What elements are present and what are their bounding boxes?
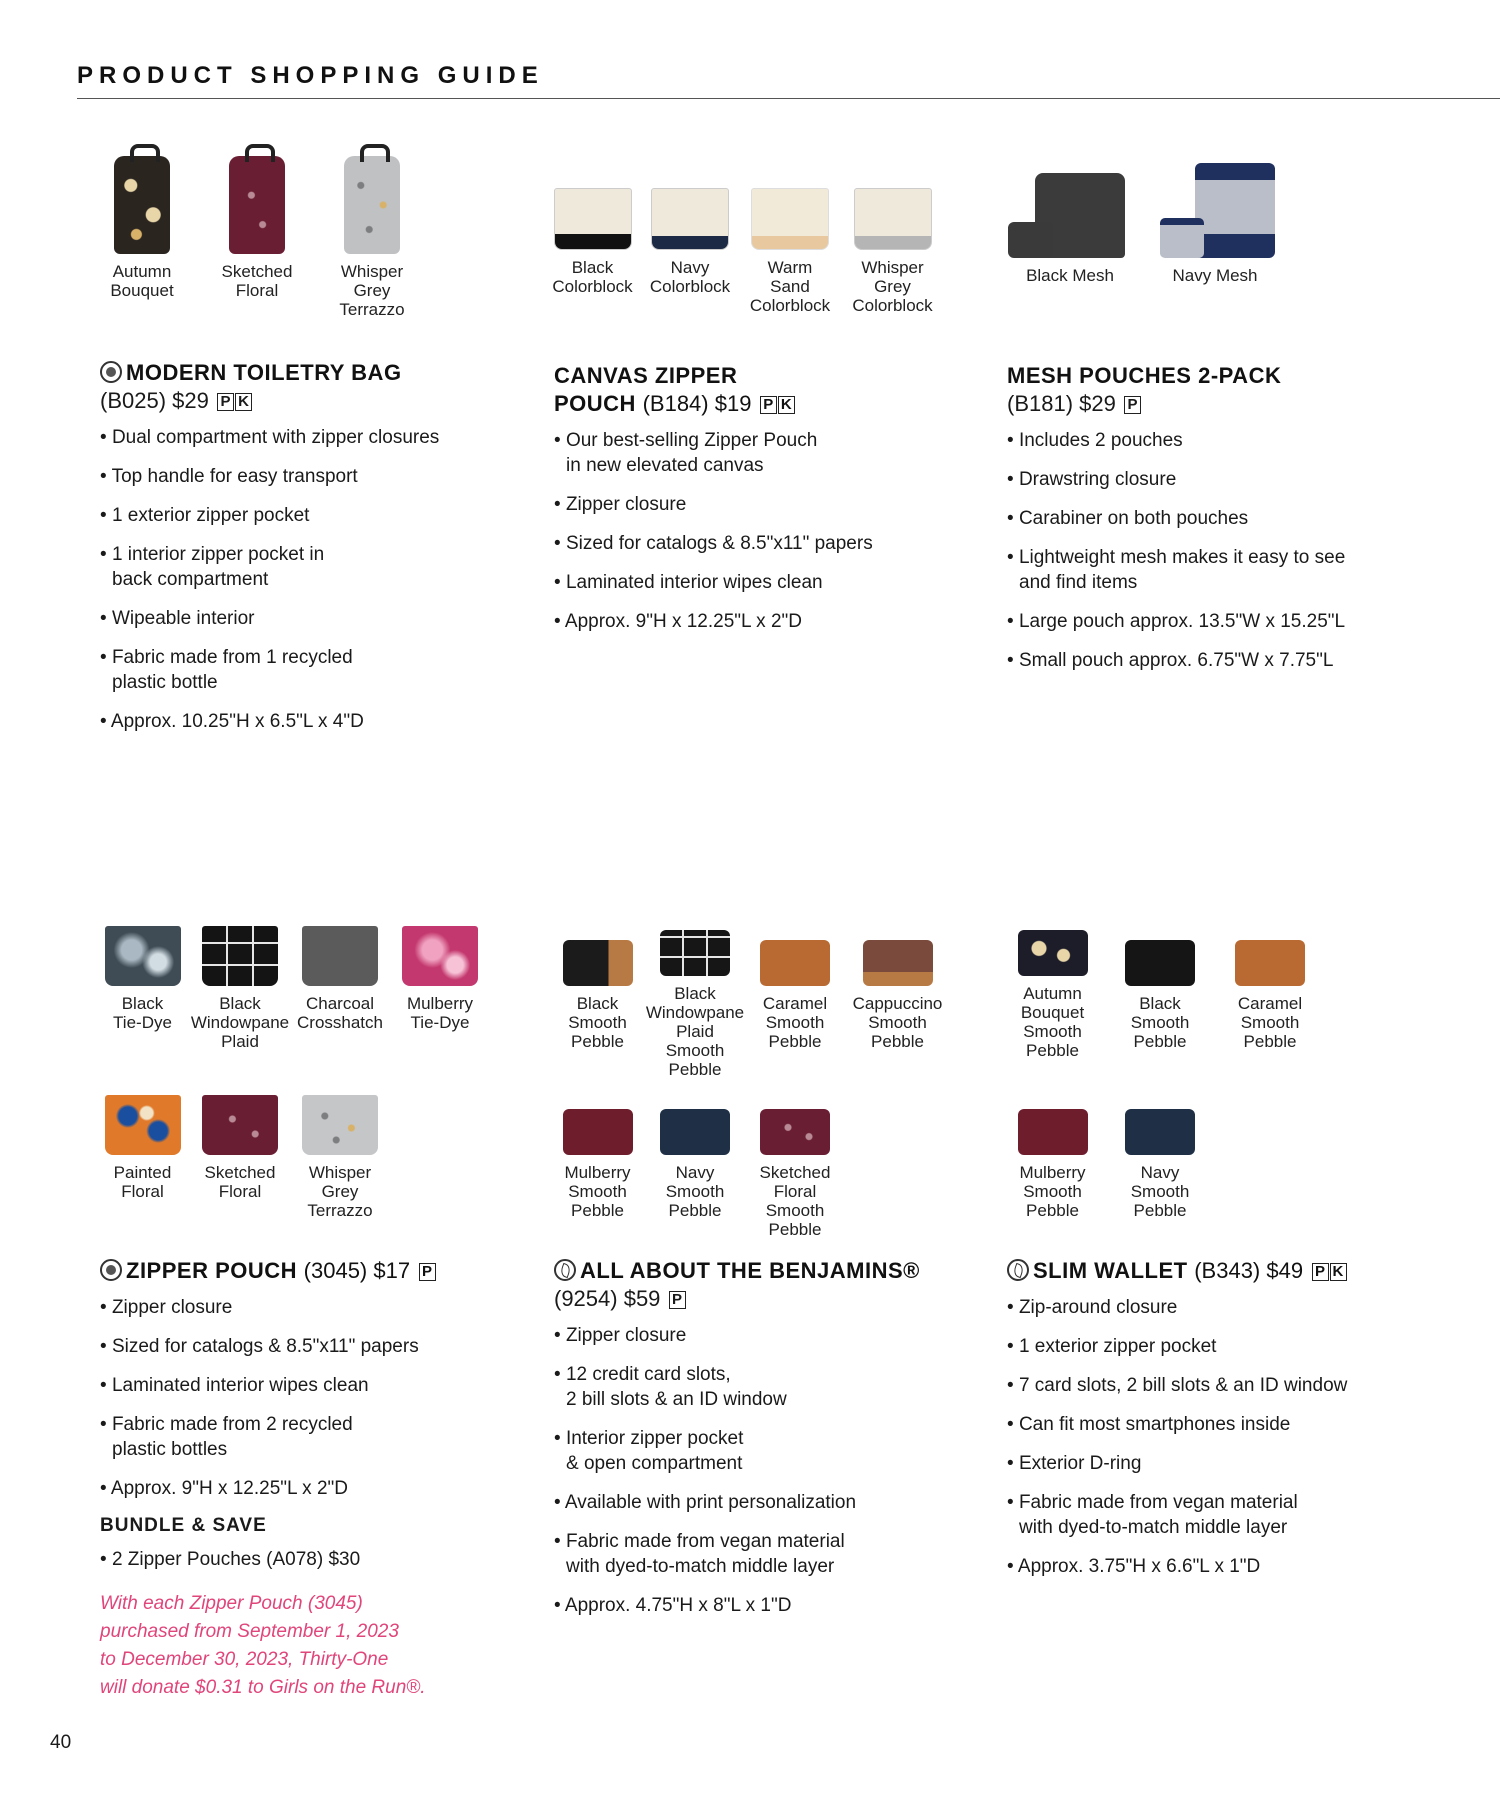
feature-item: • 12 credit card slots, 2 bill slots & an ID window: [554, 1362, 954, 1412]
swatch-label: Black Mesh: [1026, 266, 1114, 285]
product-image: [1125, 940, 1195, 986]
product-name: ZIPPER POUCH: [126, 1258, 298, 1283]
product-image: [302, 1095, 378, 1155]
donation-note: With each Zipper Pouch (3045) purchased from September 1, 2023 to December 30, 2023, Thirty-One will donate $0.31 to Girls on the Run®.: [100, 1593, 426, 1698]
feature-item: • Zipper closure: [554, 492, 954, 517]
feature-list: [554, 1323, 954, 1618]
toiletry-swatches: [82, 136, 437, 321]
feature-item: • Approx. 10.25"H x 6.5"L x 4"D: [100, 709, 510, 734]
swatch[interactable]: [550, 906, 645, 1079]
swatch-label: Whisper Grey Colorblock: [852, 258, 933, 315]
feature-item: • Zipper closure: [554, 1323, 954, 1348]
product-image: [760, 1109, 830, 1155]
swatch[interactable]: [550, 1075, 645, 1239]
feature-list: [1007, 428, 1407, 673]
product-image: [751, 188, 829, 250]
swatch-label: Whisper Grey Terrazzo: [307, 1163, 373, 1220]
feature-item: • Large pouch approx. 13.5"W x 15.25"L: [1007, 609, 1407, 634]
swatch[interactable]: [840, 150, 945, 325]
feature-item: • Fabric made from vegan material with dyed-to-match middle layer: [1007, 1490, 1437, 1540]
canvas-zipper-pouch-section: [554, 362, 954, 648]
feature-item: • Laminated interior wipes clean: [554, 570, 954, 595]
swatch[interactable]: [1140, 150, 1290, 310]
personalization-badge: P: [1312, 1263, 1329, 1281]
feature-list: [554, 428, 954, 634]
feature-list: [100, 425, 510, 734]
product-name: MODERN TOILETRY BAG: [126, 360, 402, 385]
swatch-label: Painted Floral: [113, 1163, 172, 1201]
feature-item: • Approx. 9"H x 12.25"L x 2"D: [100, 1476, 520, 1501]
feature-list: [1007, 1295, 1437, 1579]
bundle-item: • 2 Zipper Pouches (A078) $30: [100, 1547, 520, 1572]
feature-item: • Our best-selling Zipper Pouch in new elevated canvas: [554, 428, 954, 478]
slim-wallet-section: [1007, 1257, 1437, 1593]
product-image: [1000, 150, 1140, 258]
zipper-pouch-swatches-row1: [95, 906, 495, 1051]
modern-toiletry-bag-section: [100, 359, 510, 748]
swatch[interactable]: [645, 906, 745, 1079]
recycled-icon: [100, 1259, 122, 1281]
swatch-label: Black Tie-Dye: [113, 994, 172, 1032]
header-rule: [77, 98, 1500, 99]
swatch-label: Navy Mesh: [1172, 266, 1258, 285]
swatch-label: Warm Sand Colorblock: [749, 258, 831, 315]
swatch[interactable]: [1000, 150, 1140, 310]
feature-item: • 1 exterior zipper pocket: [1007, 1334, 1437, 1359]
product-image: [229, 156, 285, 254]
feature-item: • Zipper closure: [100, 1295, 520, 1320]
swatch-label: Caramel Smooth Pebble: [762, 994, 828, 1051]
swatch-label: Mulberry Tie-Dye: [406, 994, 474, 1032]
swatch[interactable]: [1000, 896, 1105, 1060]
product-code-price: (B184) $19: [642, 391, 752, 416]
product-name: MESH POUCHES 2-PACK: [1007, 363, 1282, 388]
personalization-badge: P: [760, 396, 777, 414]
product-image: [563, 1109, 633, 1155]
vegan-leaf-icon: [554, 1259, 576, 1281]
benjamins-swatches-row2: [550, 1075, 850, 1239]
swatch-label: Navy Colorblock: [649, 258, 731, 296]
swatch[interactable]: [95, 1075, 190, 1220]
product-code-price: (B343) $49: [1194, 1258, 1304, 1283]
feature-list: [100, 1295, 520, 1501]
swatch-label: Navy Smooth Pebble: [665, 1163, 725, 1220]
product-image: [1235, 940, 1305, 986]
zipper-pouch-section: [100, 1257, 520, 1702]
feature-item: • 7 card slots, 2 bill slots & an ID window: [1007, 1373, 1437, 1398]
product-image: [402, 926, 478, 986]
product-code-price: (9254) $59: [554, 1286, 661, 1311]
swatch[interactable]: [845, 906, 950, 1079]
kit-badge: K: [235, 393, 252, 411]
product-image: [651, 188, 729, 250]
swatch-label: Black Colorblock: [552, 258, 633, 296]
feature-item: • Drawstring closure: [1007, 467, 1407, 492]
product-image: [854, 188, 932, 250]
page-title: PRODUCT SHOPPING GUIDE: [77, 62, 544, 89]
swatch[interactable]: [545, 150, 640, 325]
feature-item: • Available with print personalization: [554, 1490, 954, 1515]
feature-item: • Fabric made from 2 recycled plastic bottles: [100, 1412, 520, 1462]
product-image: [660, 930, 730, 976]
swatch[interactable]: [1215, 896, 1325, 1060]
swatch[interactable]: [745, 1075, 845, 1239]
feature-item: • Small pouch approx. 6.75"W x 7.75"L: [1007, 648, 1407, 673]
swatch-label: Whisper Grey Terrazzo: [339, 262, 405, 319]
feature-item: • Top handle for easy transport: [100, 464, 510, 489]
product-name-line2: POUCH: [554, 391, 636, 416]
swatch[interactable]: [95, 906, 190, 1051]
swatch[interactable]: [740, 150, 840, 325]
mesh-pouches-section: [1007, 362, 1407, 687]
bundle-title: BUNDLE & SAVE: [100, 1515, 267, 1536]
product-image: [1140, 150, 1290, 258]
swatch[interactable]: [312, 136, 432, 321]
feature-item: • Approx. 4.75"H x 8"L x 1"D: [554, 1593, 954, 1618]
product-name: ALL ABOUT THE BENJAMINS®: [580, 1258, 920, 1283]
slim-wallet-swatches-row1: [1000, 896, 1330, 1060]
feature-item: • Can fit most smartphones inside: [1007, 1412, 1437, 1437]
feature-item: • Wipeable interior: [100, 606, 510, 631]
swatch-label: Mulberry Smooth Pebble: [564, 1163, 631, 1220]
swatch[interactable]: [290, 906, 390, 1051]
product-code-price: (B025) $29: [100, 388, 209, 413]
swatch[interactable]: [390, 906, 490, 1051]
feature-item: • Approx. 9"H x 12.25"L x 2"D: [554, 609, 954, 634]
feature-item: • Includes 2 pouches: [1007, 428, 1407, 453]
swatch-label: Autumn Bouquet: [110, 262, 174, 300]
swatch-label: Cappuccino Smooth Pebble: [852, 994, 943, 1051]
product-image: [1125, 1109, 1195, 1155]
swatch-label: Mulberry Smooth Pebble: [1019, 1163, 1086, 1220]
benjamins-swatches-row1: [550, 906, 950, 1079]
swatch[interactable]: [640, 150, 740, 325]
zipper-pouch-swatches-row2: [95, 1075, 395, 1220]
canvas-swatches: [545, 150, 945, 325]
product-image: [202, 1095, 278, 1155]
feature-item: • Lightweight mesh makes it easy to see and find items: [1007, 545, 1407, 595]
feature-item: • 1 interior zipper pocket in back compartment: [100, 542, 510, 592]
swatch-label: Sketched Floral: [204, 1163, 276, 1201]
product-image: [202, 926, 278, 986]
slim-wallet-swatches-row2: [1000, 1075, 1230, 1220]
product-image: [760, 940, 830, 986]
feature-item: • Dual compartment with zipper closures: [100, 425, 510, 450]
product-image: [105, 926, 181, 986]
product-image: [863, 940, 933, 986]
bundle-list: [100, 1547, 520, 1572]
swatch[interactable]: [1105, 1075, 1215, 1220]
feature-item: • Fabric made from 1 recycled plastic bottle: [100, 645, 510, 695]
product-image: [1018, 930, 1088, 976]
feature-item: • Sized for catalogs & 8.5"x11" papers: [100, 1334, 520, 1359]
swatch-label: Sketched Floral: [221, 262, 293, 300]
product-image: [554, 188, 632, 250]
swatch-label: Autumn Bouquet Smooth Pebble: [1020, 984, 1085, 1060]
feature-item: • Fabric made from vegan material with dyed-to-match middle layer: [554, 1529, 954, 1579]
all-about-the-benjamins-section: [554, 1257, 954, 1632]
swatch-label: Caramel Smooth Pebble: [1237, 994, 1303, 1051]
swatch-label: Black Windowpane Plaid Smooth Pebble: [645, 984, 745, 1079]
feature-item: • Laminated interior wipes clean: [100, 1373, 520, 1398]
product-code-price: (3045) $17: [303, 1258, 411, 1283]
personalization-badge: P: [1124, 396, 1141, 414]
product-image: [660, 1109, 730, 1155]
swatch-label: Sketched Floral Smooth Pebble: [759, 1163, 831, 1239]
feature-item: • 1 exterior zipper pocket: [100, 503, 510, 528]
swatch[interactable]: [745, 906, 845, 1079]
kit-badge: K: [778, 396, 795, 414]
product-name-line1: CANVAS ZIPPER: [554, 363, 738, 388]
swatch[interactable]: [82, 136, 202, 321]
feature-item: • Sized for catalogs & 8.5"x11" papers: [554, 531, 954, 556]
product-code-price: (B181) $29: [1007, 391, 1116, 416]
swatch[interactable]: [290, 1075, 390, 1220]
page-number: 40: [50, 1732, 72, 1753]
mesh-swatches: [1000, 150, 1300, 310]
swatch[interactable]: [202, 136, 312, 321]
swatch-label: Black Smooth Pebble: [1130, 994, 1190, 1051]
vegan-leaf-icon: [1007, 1259, 1029, 1281]
feature-item: • Interior zipper pocket & open compartment: [554, 1426, 954, 1476]
feature-item: • Zip-around closure: [1007, 1295, 1437, 1320]
product-image: [563, 940, 633, 986]
product-image: [344, 156, 400, 254]
product-image: [1018, 1109, 1088, 1155]
product-image: [302, 926, 378, 986]
personalization-badge: P: [419, 1263, 436, 1281]
swatch[interactable]: [645, 1075, 745, 1239]
product-image: [114, 156, 170, 254]
swatch-label: Navy Smooth Pebble: [1130, 1163, 1190, 1220]
swatch-label: Charcoal Crosshatch: [297, 994, 383, 1032]
swatch-label: Black Windowpane Plaid: [190, 994, 290, 1051]
swatch[interactable]: [1000, 1075, 1105, 1220]
feature-item: • Approx. 3.75"H x 6.6"L x 1"D: [1007, 1554, 1437, 1579]
feature-item: • Carabiner on both pouches: [1007, 506, 1407, 531]
swatch[interactable]: [1105, 896, 1215, 1060]
product-name: SLIM WALLET: [1033, 1258, 1188, 1283]
product-image: [105, 1095, 181, 1155]
swatch[interactable]: [190, 906, 290, 1051]
swatch-label: Black Smooth Pebble: [568, 994, 627, 1051]
kit-badge: K: [1330, 1263, 1347, 1281]
swatch[interactable]: [190, 1075, 290, 1220]
personalization-badge: P: [217, 393, 234, 411]
feature-item: • Exterior D-ring: [1007, 1451, 1437, 1476]
recycled-icon: [100, 361, 122, 383]
personalization-badge: P: [669, 1291, 686, 1309]
